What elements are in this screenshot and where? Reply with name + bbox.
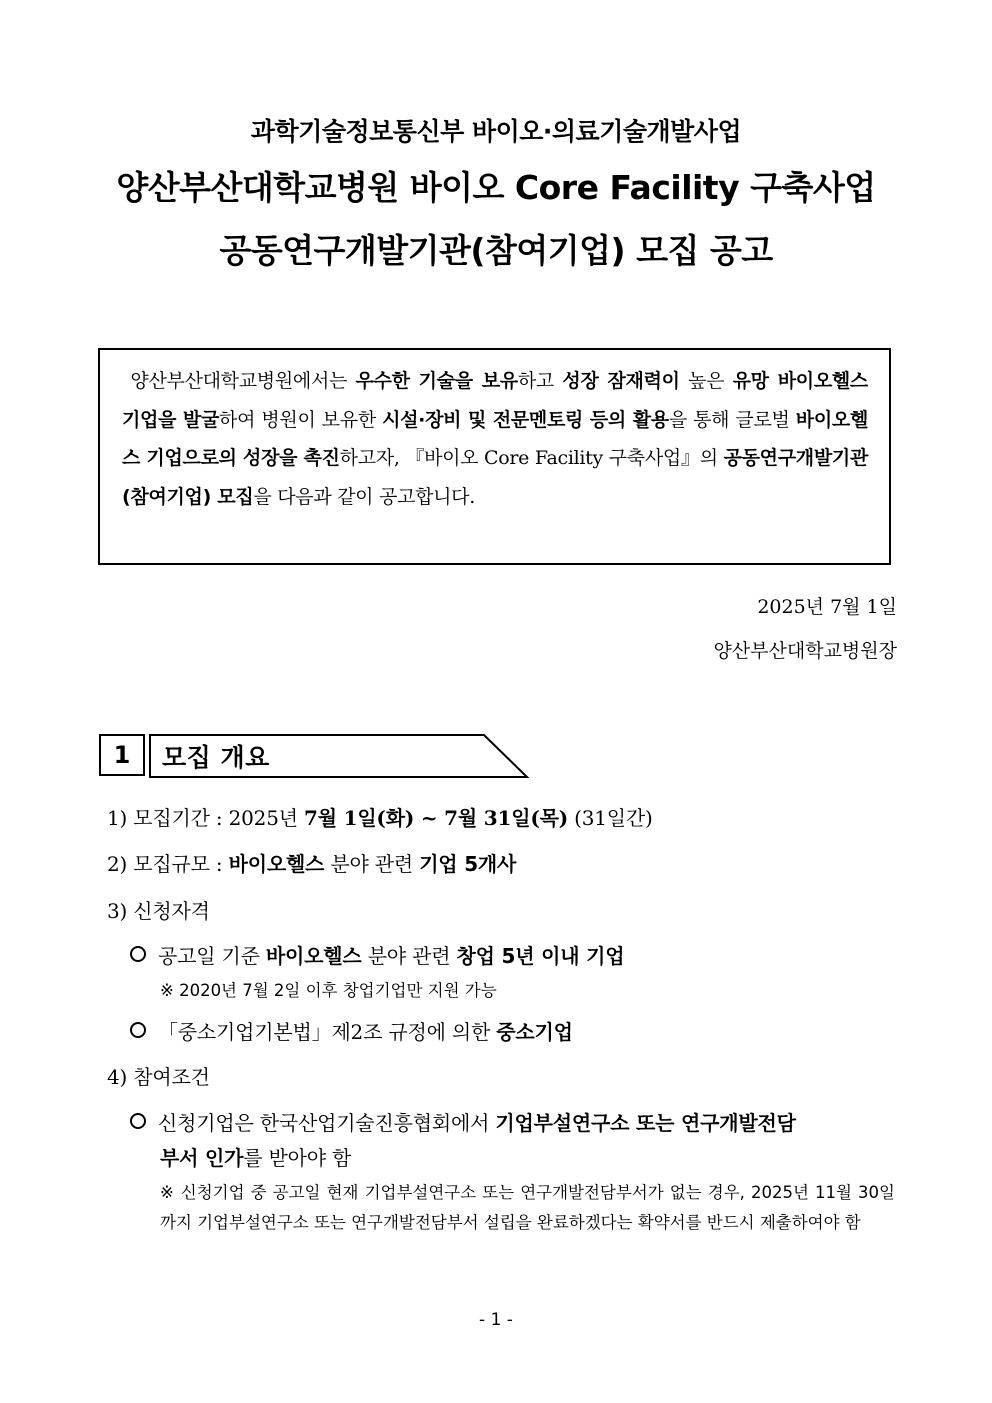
qualification-item-2: 「중소기업기본법」제2조 규정에 의한 중소기업 xyxy=(130,1016,573,1045)
intro-box xyxy=(98,348,891,565)
conditions-heading: 4) 참여조건 xyxy=(107,1065,210,1089)
qualification-item-1: 공고일 기준 바이오헬스 분야 관련 창업 5년 이내 기업 xyxy=(130,940,624,969)
page-number: - 1 - xyxy=(479,1310,513,1330)
qualification-heading: 3) 신청자격 xyxy=(107,899,210,923)
circle-bullet-icon xyxy=(130,1113,146,1129)
section-title: 모집 개요 xyxy=(162,743,270,772)
section-number: 1 xyxy=(99,734,145,776)
circle-bullet-icon xyxy=(130,1022,146,1038)
notice-date: 2025년 7월 1일 xyxy=(757,596,897,618)
intro-paragraph: 양산부산대학교병원에서는 우수한 기술을 보유하고 성장 잠재력이 높은 유망 바이오헬스 기업을 발굴하여 병원이 보유한 시설·장비 및 전문멘토링 등의 활용을 통해 글로벌 바이오헬스 기업으로의 성장을 촉진하고자, 『바이오 Core Facility 구축사업』의 공동연구개발기관(참여기업) 모집을 다음과 같이 공고합니다. xyxy=(122,370,868,508)
signature: 양산부산대학교병원장 xyxy=(713,640,897,662)
recruit-scale: 2) 모집규모 : 바이오헬스 분야 관련 기업 5개사 xyxy=(107,852,517,876)
program-title: 과학기술정보통신부 바이오·의료기술개발사업 xyxy=(250,117,742,146)
conditions-note: ※ 신청기업 중 공고일 현재 기업부설연구소 또는 연구개발전담부서가 없는 경우, 2025년 11월 30일까지 기업부설연구소 또는 연구개발전담부서 설립을 완료하겠다는 확약서를 반드시 제출하여야 함 xyxy=(160,1183,895,1232)
project-title: 양산부산대학교병원 바이오 Core Facility 구축사업 xyxy=(116,168,876,207)
conditions-item-1: 신청기업은 한국산업기술진흥협회에서 기업부설연구소 또는 연구개발전담 xyxy=(130,1107,796,1136)
notice-title: 공동연구개발기관(참여기업) 모집 공고 xyxy=(219,231,773,270)
qualification-note: ※ 2020년 7월 2일 이후 창업기업만 지원 가능 xyxy=(160,981,497,1000)
conditions-item-1-cont: 부서 인가를 받아야 함 xyxy=(160,1146,352,1170)
recruit-period: 1) 모집기간 : 2025년 7월 1일(화) ~ 7월 31일(목) (31일간) xyxy=(107,806,653,830)
circle-bullet-icon xyxy=(130,946,146,962)
